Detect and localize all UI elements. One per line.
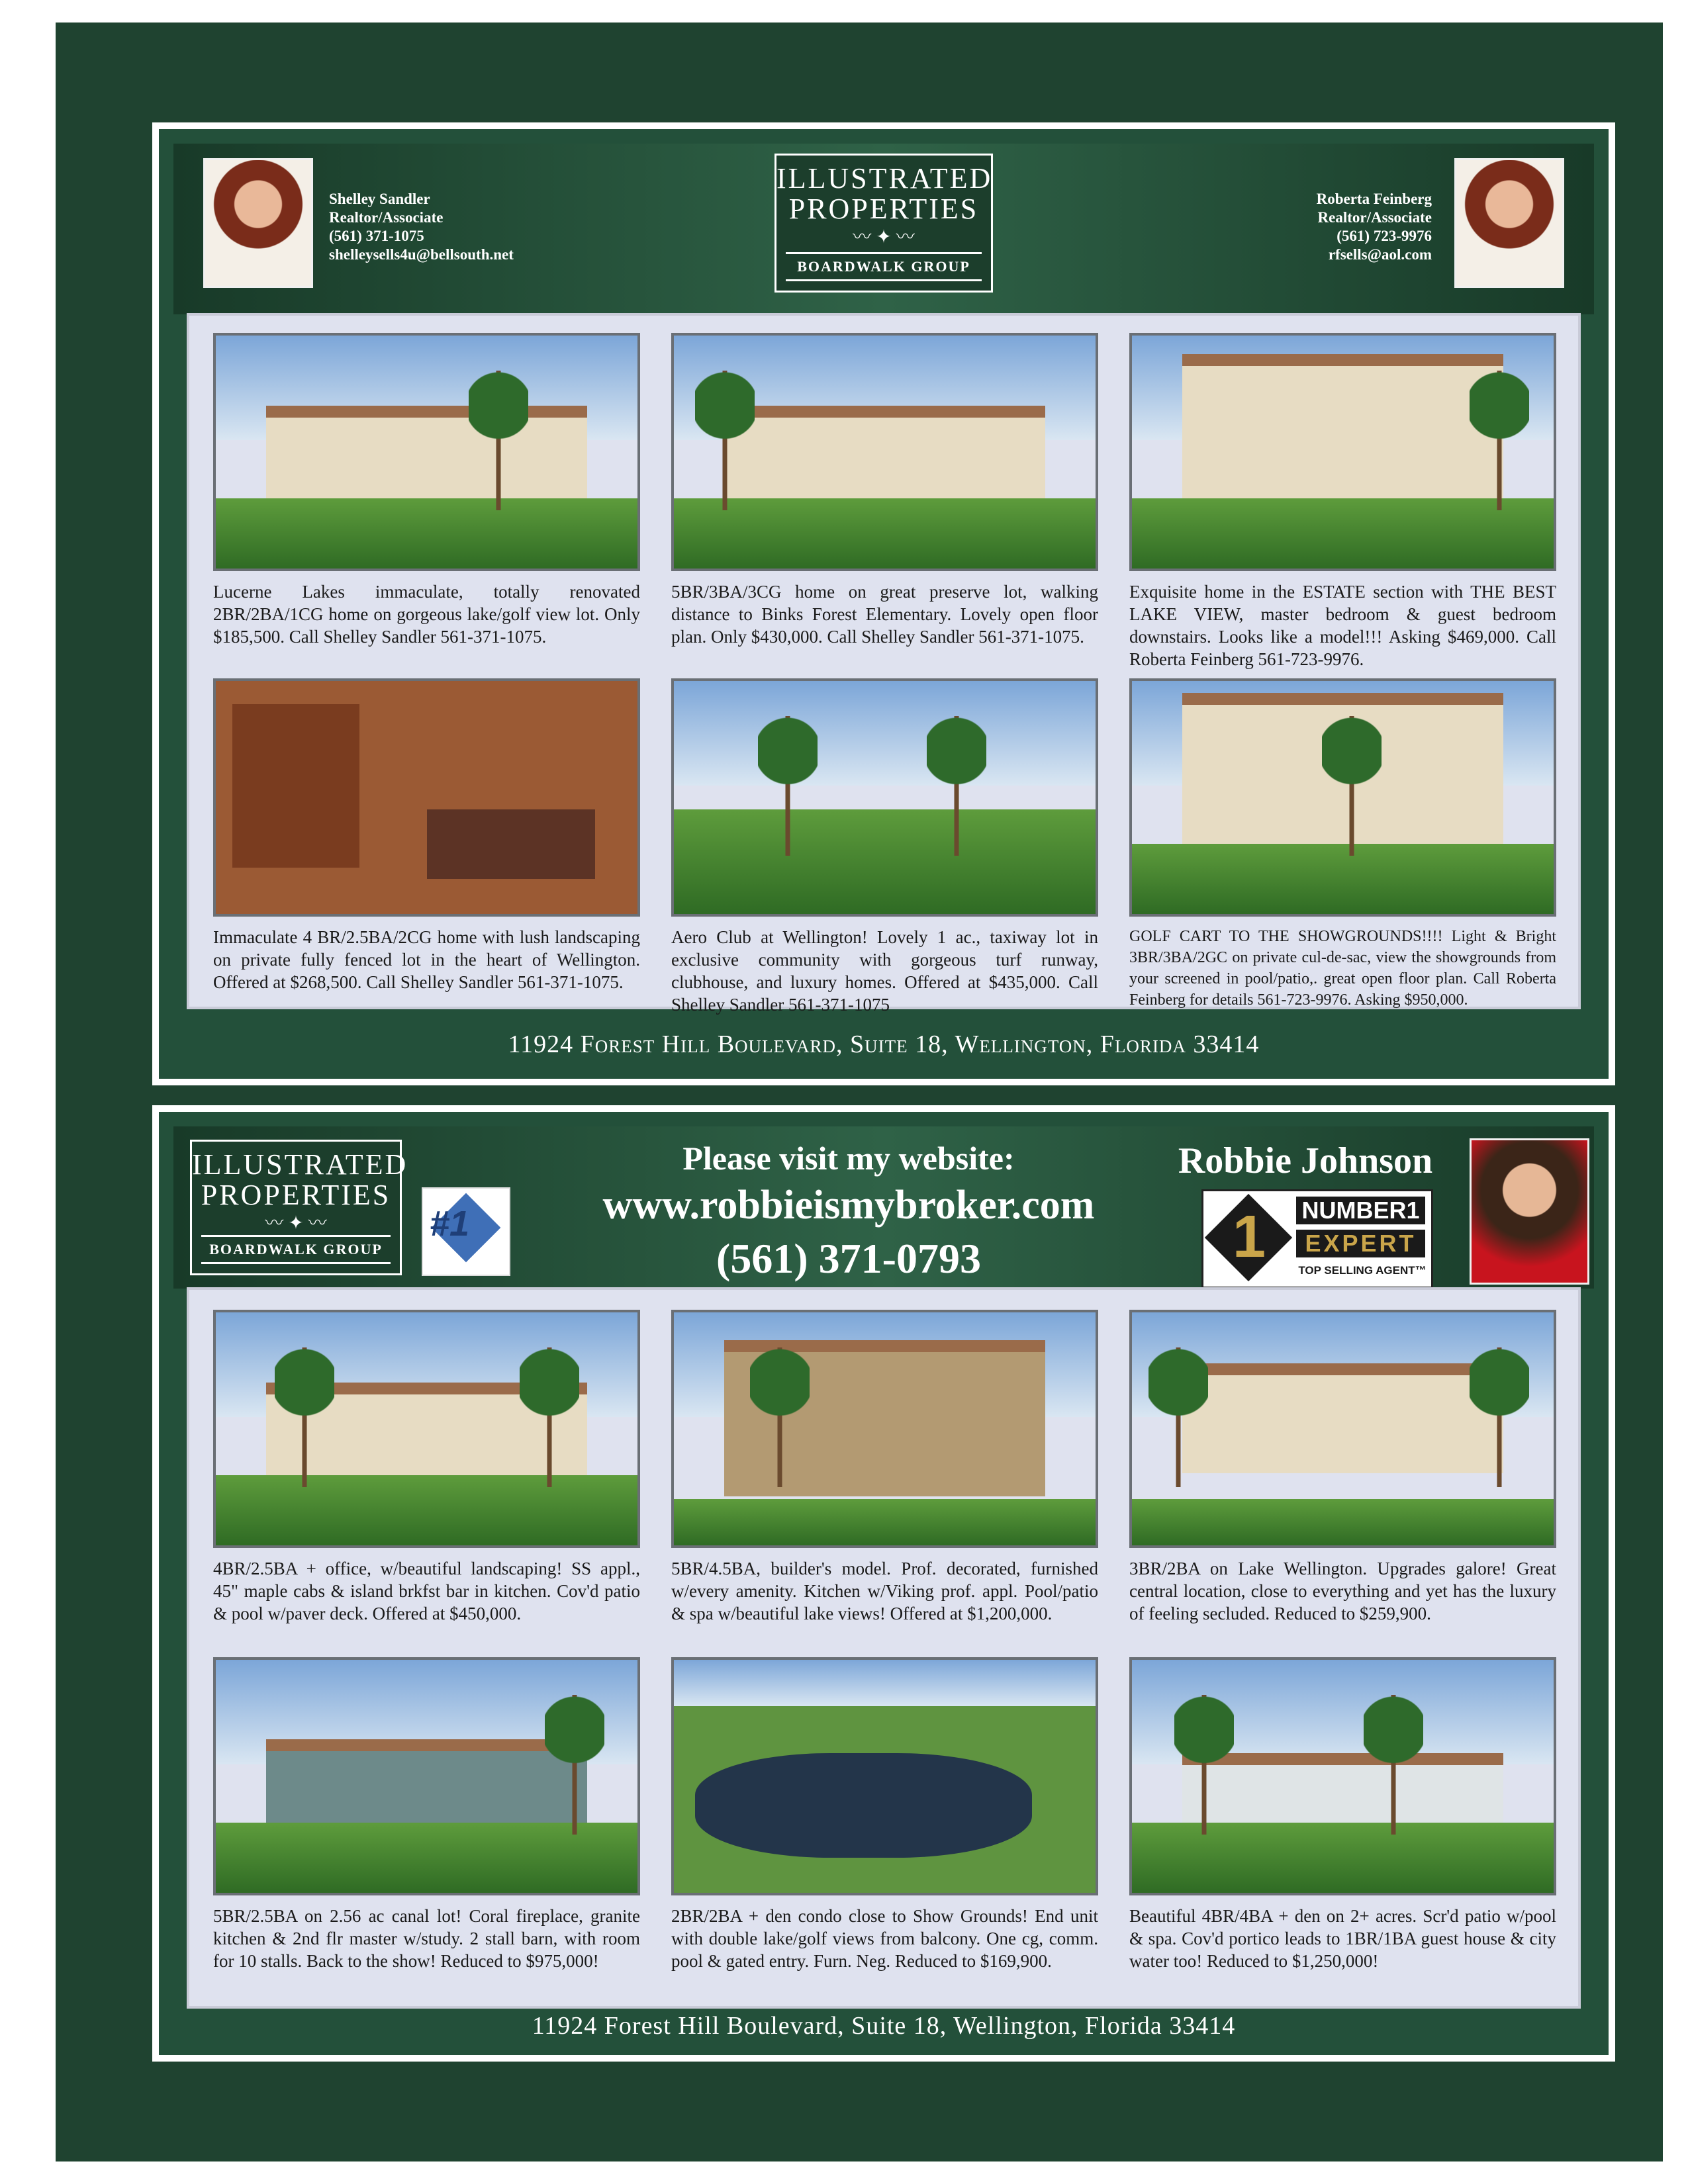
listing-card <box>213 1310 640 1625</box>
listing-card <box>671 678 1098 1016</box>
badge-label: #1 <box>430 1204 470 1244</box>
number1-expert-badge <box>1201 1189 1433 1289</box>
agent-info-right <box>1317 190 1432 264</box>
listing-photo <box>213 1657 640 1895</box>
brand-subtitle: BOARDWALK GROUP <box>201 1235 391 1264</box>
brand-name-line2: PROPERTIES <box>201 1179 391 1211</box>
phone-number: (561) 371-0793 <box>716 1235 981 1282</box>
agent-email: shelleysells4u@bellsouth.net <box>329 246 514 263</box>
listing-description: 5BR/2.5BA on 2.56 ac canal lot! Coral fireplace, granite kitchen & 2nd flr master w/study. 2 stall barn, with room for 10 stalls. Back to the show! Reduced to $975,000! <box>213 1906 640 1971</box>
agent-info-left <box>329 190 514 264</box>
website-link[interactable]: www.robbieismybroker.com <box>602 1183 1095 1228</box>
number-one-badge <box>422 1187 510 1276</box>
listing-description: Exquisite home in the ESTATE section with THE BEST LAKE VIEW, master bedroom & guest bedroom downstairs. Looks like a model!!! Asking $469,000. Call Roberta Feinberg 561-723-9976. <box>1129 582 1556 669</box>
brand-name-line2: PROPERTIES <box>788 193 979 225</box>
brand-name-line1: ILLUSTRATED <box>776 162 993 195</box>
listing-description: 5BR/4.5BA, builder's model. Prof. decorated, furnished w/every amenity. Kitchen w/Viking prof. appl. Pool/patio & spa w/beautiful lake views! Offered at $1,200,000. <box>671 1559 1098 1623</box>
listing-description: GOLF CART TO THE SHOWGROUNDS!!!! Light & Bright 3BR/3BA/2GC on private cul-de-sac, view the showgrounds from your screened in pool/patio,. great open floor plan. Call Roberta Feinberg for details 561-723-9976. Asking $950,000. <box>1129 928 1556 1009</box>
brand-subtitle: BOARDWALK GROUP <box>786 252 982 281</box>
agent-phone: (561) 371-1075 <box>329 228 424 244</box>
expert-line3: TOP SELLING AGENT™ <box>1298 1264 1427 1277</box>
listing-card <box>1129 1657 1556 1972</box>
listing-photo <box>671 1657 1098 1895</box>
listing-description: Immaculate 4 BR/2.5BA/2CG home with lush landscaping on private fully fenced lot in the heart of Wellington. Offered at $268,500. Call Shelley Sandler 561-371-1075. <box>213 927 640 992</box>
palm-tree-icon: 〰 ✦ 〰 <box>265 1213 327 1234</box>
illustrated-properties-logo <box>774 154 993 293</box>
agent-photo-shelley <box>203 158 313 288</box>
listing-description: 4BR/2.5BA + office, w/beautiful landscaping! SS appl., 45" maple cabs & island brkfst bar in kitchen. Cov'd patio & pool w/paver deck. Offered at $450,000. <box>213 1559 640 1623</box>
agent-title: Realtor/Associate <box>1317 209 1432 226</box>
brand-name-line1: ILLUSTRATED <box>192 1148 408 1181</box>
listings-grid <box>187 1287 1581 2009</box>
agent-email: rfsells@aol.com <box>1328 246 1432 263</box>
listing-card <box>213 333 640 648</box>
agent-name: Shelley Sandler <box>329 191 430 207</box>
listing-card <box>1129 333 1556 670</box>
listing-card <box>213 678 640 993</box>
office-address: 11924 Forest Hill Boulevard, Suite 18, Wellington, Florida 33414 <box>508 1030 1260 1058</box>
agent-photo-robbie <box>1470 1138 1589 1285</box>
listing-description: 3BR/2BA on Lake Wellington. Upgrades galore! Great central location, close to everything and yet has the luxury of feeling secluded. Reduced to $259,900. <box>1129 1559 1556 1623</box>
listing-card <box>671 333 1098 648</box>
listing-description: Aero Club at Wellington! Lovely 1 ac., taxiway lot in exclusive community with gorgeous turf runway, clubhouse, and luxury homes. Offered at $435,000. Call Shelley Sandler 561-371-1075 <box>671 927 1098 1015</box>
palm-tree-icon: 〰 ✦ 〰 <box>853 227 915 248</box>
expert-line2: EXPERT <box>1296 1230 1425 1257</box>
bottom-panel-header <box>173 1126 1594 1289</box>
listing-photo <box>1129 678 1556 917</box>
top-ad-panel <box>152 122 1615 1085</box>
expert-number: 1 <box>1233 1204 1266 1270</box>
listing-photo <box>1129 1657 1556 1895</box>
listing-description: Lucerne Lakes immaculate, totally renovated 2BR/2BA/1CG home on gorgeous lake/golf view lot. Only $185,500. Call Shelley Sandler 561-371-1075. <box>213 582 640 647</box>
listing-card <box>213 1657 640 1972</box>
listings-grid <box>187 313 1581 1015</box>
listing-photo <box>671 678 1098 917</box>
expert-line1: NUMBER1 <box>1296 1197 1425 1224</box>
listing-description: 5BR/3BA/3CG home on great preserve lot, walking distance to Binks Forest Elementary. Lovely open floor plan. Only $430,000. Call Shelley Sandler 561-371-1075. <box>671 582 1098 647</box>
website-prompt: Please visit my website: <box>682 1140 1015 1177</box>
listing-card <box>1129 1310 1556 1625</box>
listing-photo <box>1129 1310 1556 1548</box>
listing-card <box>671 1657 1098 1972</box>
agent-phone: (561) 723-9976 <box>1336 228 1432 244</box>
listing-description: Beautiful 4BR/4BA + den on 2+ acres. Scr'd patio w/pool & spa. Cov'd portico leads to 1BR/1BA guest house & city water too! Reduced to $1,250,000! <box>1129 1906 1556 1971</box>
agent-photo-roberta <box>1454 158 1564 288</box>
listing-card <box>671 1310 1098 1625</box>
listing-photo <box>213 333 640 571</box>
agent-name-heading: Robbie Johnson <box>1178 1140 1433 1181</box>
listing-photo <box>213 1310 640 1548</box>
listing-card <box>1129 678 1556 1011</box>
listing-photo <box>671 333 1098 571</box>
listing-photo <box>671 1310 1098 1548</box>
office-address: 11924 Forest Hill Boulevard, Suite 18, Wellington, Florida 33414 <box>532 2012 1236 2040</box>
top-panel-header <box>173 144 1594 314</box>
illustrated-properties-logo <box>190 1140 408 1275</box>
website-block <box>584 1138 1113 1285</box>
agent-title: Realtor/Associate <box>329 209 444 226</box>
listing-description: 2BR/2BA + den condo close to Show Grounds! End unit with double lake/golf views from balcony. One cg, comm. pool & gated entry. Furn. Neg. Reduced to $169,900. <box>671 1906 1098 1971</box>
listing-photo <box>1129 333 1556 571</box>
bottom-ad-panel <box>152 1105 1615 2062</box>
agent-name: Roberta Feinberg <box>1316 191 1432 207</box>
listing-photo <box>213 678 640 917</box>
